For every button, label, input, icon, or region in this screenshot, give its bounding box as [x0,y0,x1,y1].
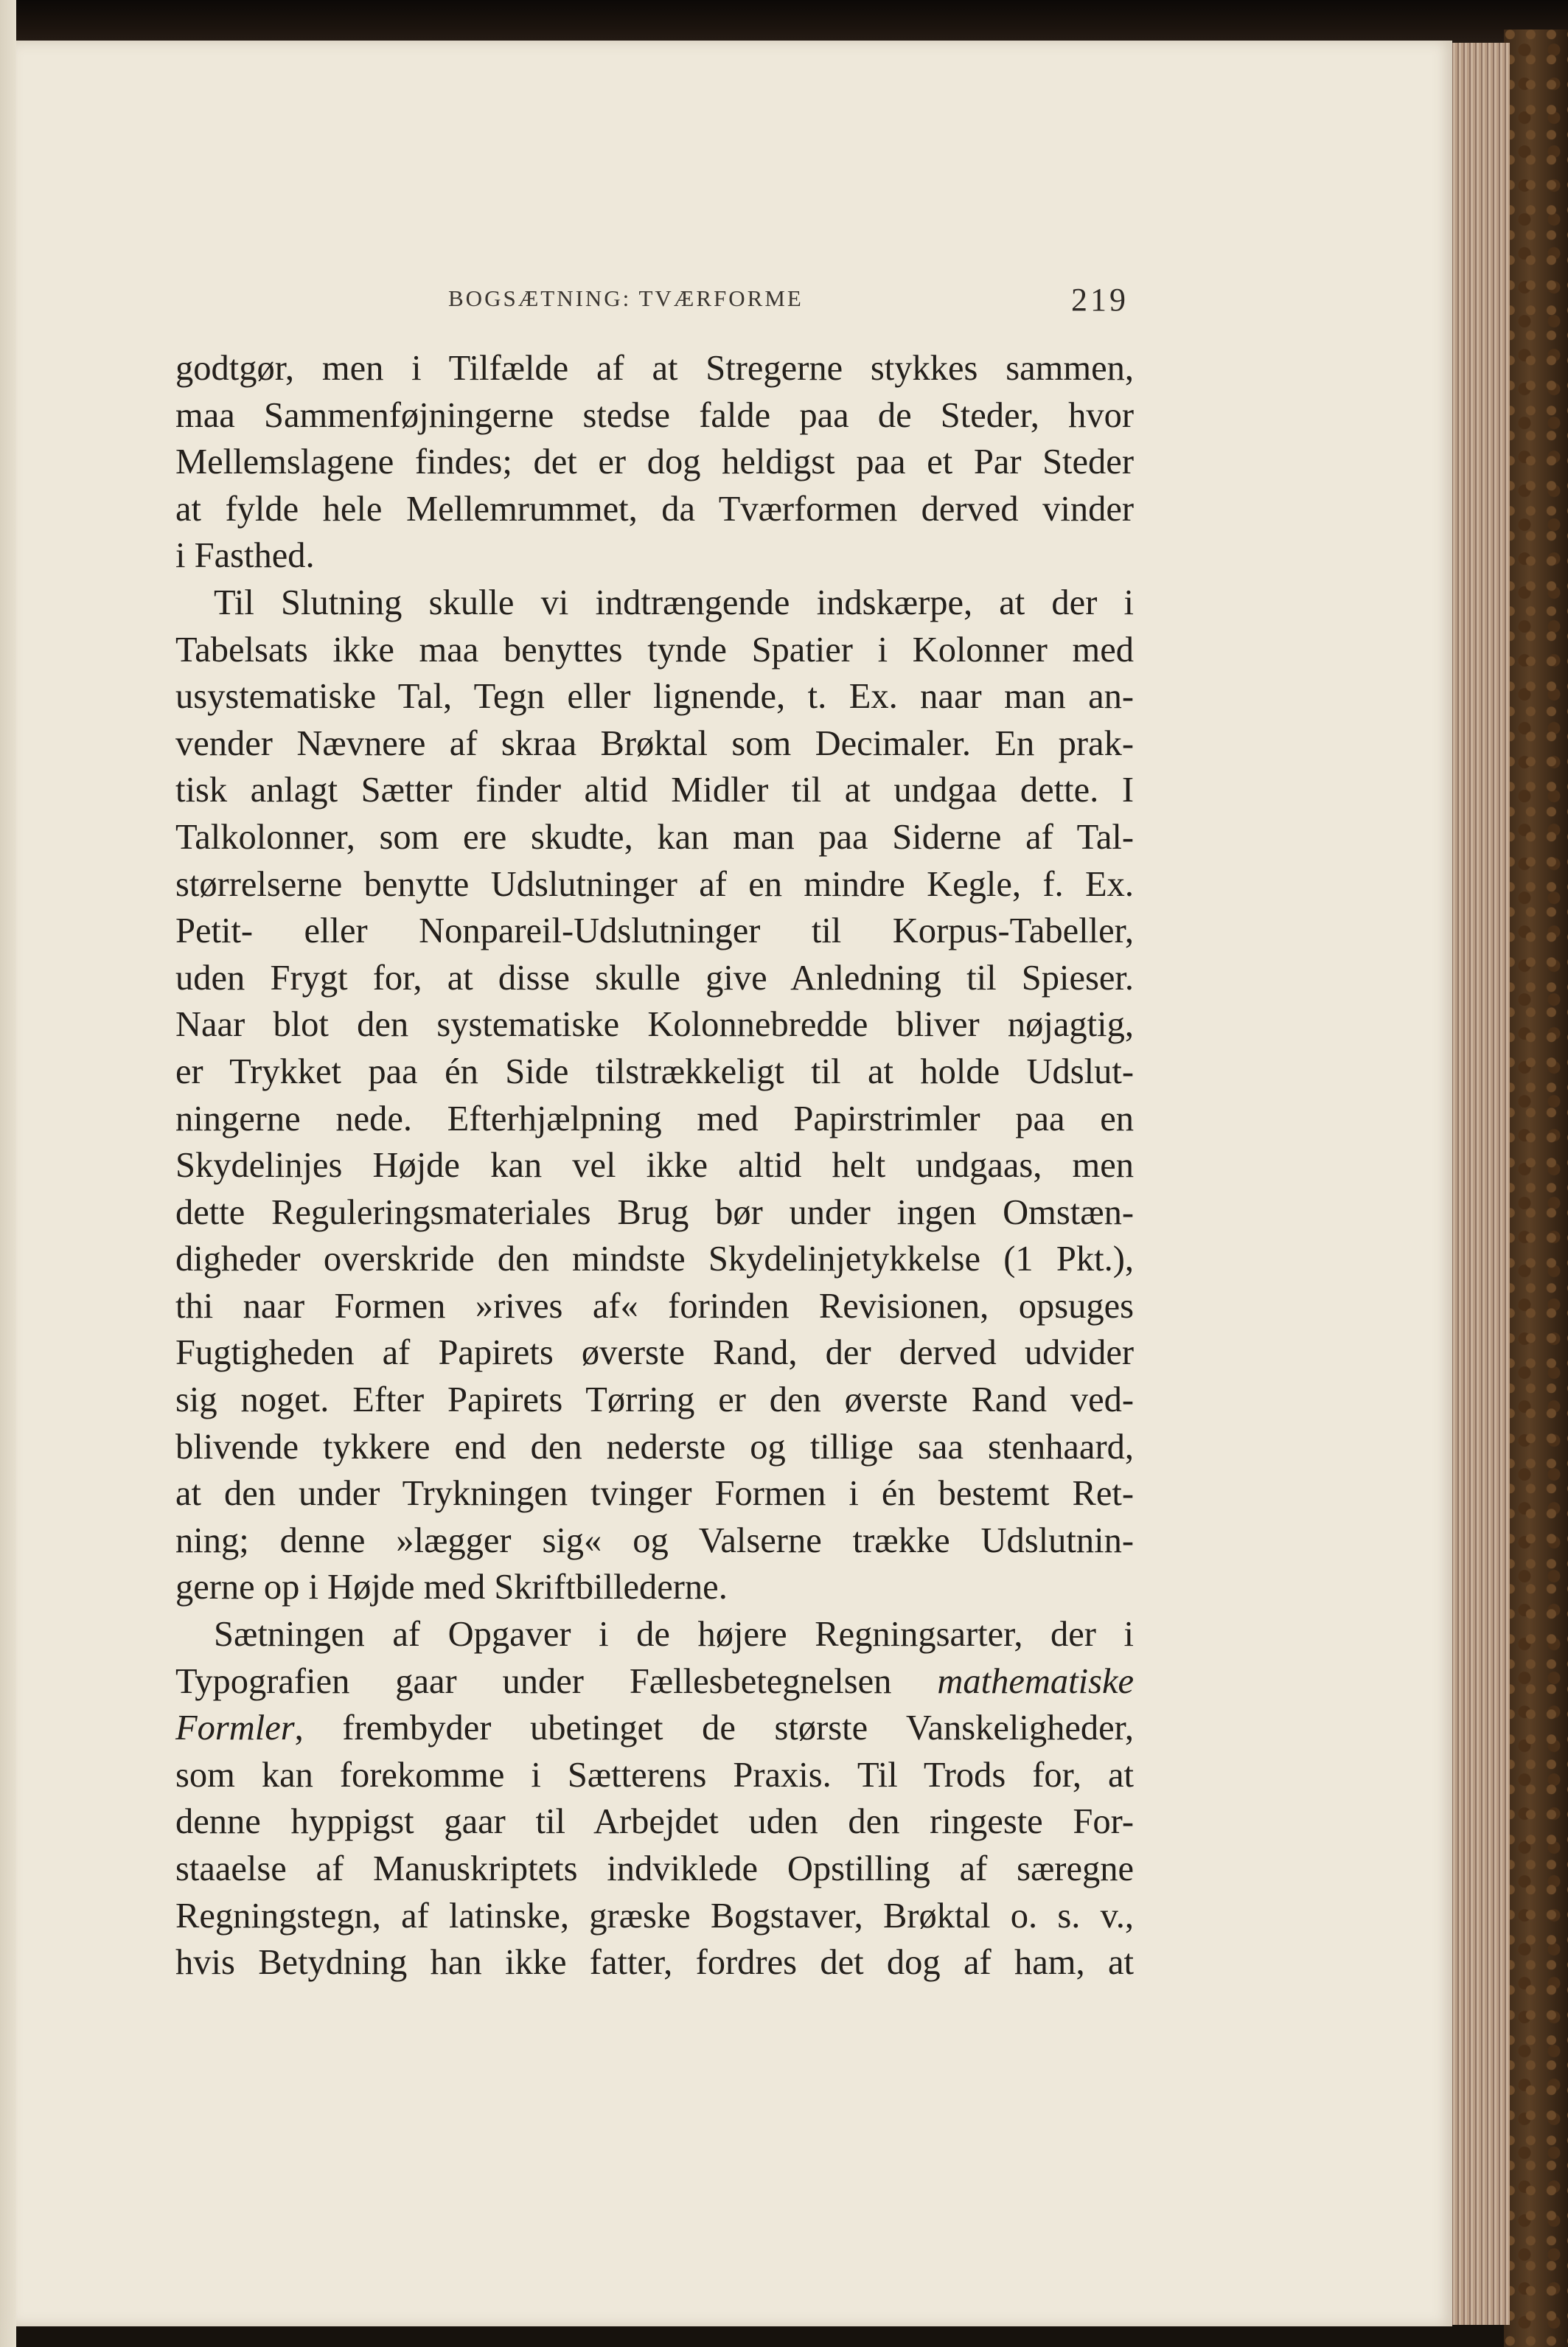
text-line: gerne op i Højde med Skriftbillederne. [175,1568,728,1607]
running-head [175,281,1134,325]
text-line: Talkolonner, som ere skudte, kan man paa Siderne af Tal- [175,817,1134,857]
text-line: hvis Betydning han ikke fatter, fordres det dog af ham, at [175,1943,1134,1983]
page-stack-edge [1443,43,1510,2325]
text-line: Fugtigheden af Papirets øverste Rand, der derved udvider [175,1333,1134,1373]
text-line: Naar blot den systematiske Kolonnebredde bliver nøjagtig, [175,1005,1134,1045]
text-line: Petit- eller Nonpareil-Udslutninger til Korpus-Tabeller, [175,911,1134,951]
text-line: Sætningen af Opgaver i de højere Regningsarter, der i [214,1615,1134,1655]
text-line: størrelserne benytte Udslutninger af en mindre Kegle, f. Ex. [175,864,1134,904]
text-line: thi naar Formen »rives af« forinden Revisionen, opsuges [175,1286,1134,1326]
text-line: Tabelsats ikke maa benyttes tynde Spatier i Kolonner med [175,630,1134,670]
text-line: godtgør, men i Tilfælde af at Stregerne stykkes sammen, [175,349,1134,388]
text-line: ningerne nede. Efterhjælpning med Papirstrimler paa en [175,1099,1134,1138]
text-line: ning; denne »lægger sig« og Valserne trække Udslutnin- [175,1520,1134,1560]
text-line: staaelse af Manuskriptets indviklede Opstilling af særegne [175,1849,1134,1888]
text-line: maa Sammenføjningerne stedse falde paa de Steder, hvor [175,395,1134,435]
text-line: tisk anlagt Sætter finder altid Midler til at undgaa dette. I [175,771,1134,810]
text-line: sig noget. Efter Papirets Tørring er den øverste Rand ved- [175,1380,1134,1420]
marbled-cover-edge [1504,29,1568,2347]
text-line: at den under Trykningen tvinger Formen i én bestemt Ret- [175,1474,1134,1514]
page-number: 219 [1071,282,1129,318]
text-line: som kan forekomme i Sætterens Praxis. Til Trods for, at [175,1755,1134,1795]
text-line: usystematiske Tal, Tegn eller lignende, t. Ex. naar man an- [175,677,1134,717]
text-line: dette Reguleringsmateriales Brug bør under ingen Omstæn- [175,1192,1134,1232]
text-line: vender Nævnere af skraa Brøktal som Decimaler. En prak- [175,723,1134,763]
text-line: i Fasthed. [175,536,315,576]
text-line: denne hyppigst gaar til Arbejdet uden den ringeste For- [175,1802,1134,1842]
text-line [175,1705,1134,1752]
italic-term: mathematiske [937,1661,1134,1701]
text-line [175,1658,1134,1706]
text-line: Mellemslagene findes; det er dog heldigst paa et Par Steder [175,442,1134,482]
text-run: Typografien gaar under Fællesbetegnelsen [175,1661,892,1701]
italic-term: Formler [175,1708,295,1748]
text-line: er Trykket paa én Side tilstrækkeligt til at holde Udslut- [175,1051,1134,1091]
text-line: digheder overskride den mindste Skydelinjetykkelse (1 Pkt.), [175,1239,1134,1279]
running-title: BOGSÆTNING: TVÆRFORME [448,285,804,311]
book-page [15,41,1452,2326]
text-line: uden Frygt for, at disse skulle give Anledning til Spieser. [175,958,1134,998]
text-line: Regningstegn, af latinske, græske Bogstaver, Brøktal o. s. v., [175,1896,1134,1936]
text-line: Skydelinjes Højde kan vel ikke altid helt undgaas, men [175,1146,1134,1186]
text-line: blivende tykkere end den nederste og tillige saa stenhaard, [175,1427,1134,1467]
body-text [175,345,1134,1986]
text-line: at fylde hele Mellemrummet, da Tværformen derved vinder [175,489,1134,529]
text-run: , frembyder ubetinget de største Vanskeligheder, [294,1708,1134,1748]
text-line: Til Slutning skulle vi indtrængende indskærpe, at der i [214,583,1134,622]
left-page-edge [0,0,16,2347]
